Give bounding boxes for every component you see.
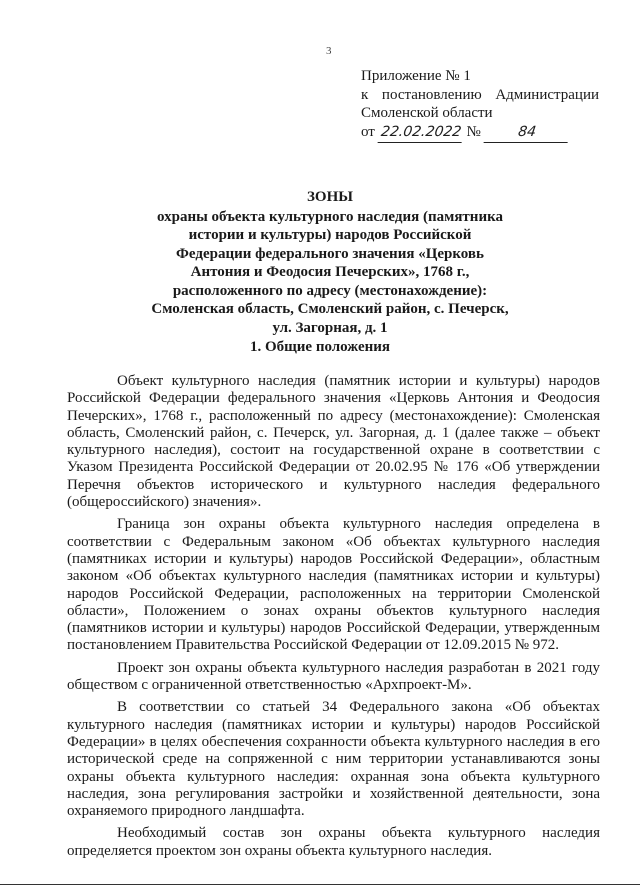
paragraph: Проект зон охраны объекта культурного наследия разработан в 2021 году обществом с ограниченной ответственностью «Архпроект-М». [67,659,600,694]
appendix-resolution-line: к постановлению Администрации [361,86,599,103]
title-line: расположенного по адресу (местонахождение): [172,282,488,299]
title-line: истории и культуры) народов Российской [188,227,472,243]
appendix-header [361,67,599,142]
handwritten-date: 22.02.2022 [377,123,464,143]
appendix-date-number-line [361,123,599,143]
number-prefix: № [466,123,481,140]
title-line: Антония и Феодосия Печерских», 1768 г., [190,264,470,280]
title-line: охраны объекта культурного наследия (памятника [156,208,504,225]
date-prefix: от [361,123,375,140]
paragraph: Объект культурного наследия (памятник истории и культуры) народов Российской Федерации федерального значения «Церковь Антония и Феодосия Печерских», 1768 г., расположенный по адресу (местонахождение): Смоленская область, Смоленский район, с. Печерск, ул. Загорная, д. 1 (далее также – объект культурного наследия), состоит на государственной охране в соответствии с Указом Президента Российской Федерации от 20.02.95 № 176 «Об утверждении Перечня объектов исторического и культурного наследия федерального (общероссийского) значения». [67,373,600,511]
body-text [67,373,600,865]
paragraph: Граница зон охраны объекта культурного наследия определена в соответствии с Федеральным законом «Об объектах культурного наследия (памятниках истории и культуры) народов Российской Федерации», областным законом «Об объектах культурного наследия (памятниках истории и культуры) народов Российской Федерации, расположенных на территории Смоленской области», Положением о зонах охраны объектов культурного наследия (памятников истории и культуры) народов Российской Федерации, утвержденным постановлением Правительства Российской Федерации от 12.09.2015 № 972. [67,516,600,654]
section-heading: 1. Общие положения [249,339,391,355]
title-line: Смоленская область, Смоленский район, с. Печерск, [151,301,509,317]
page-number: 3 [326,45,332,57]
title-line: ул. Загорная, д. 1 [272,319,388,336]
title-main: ЗОНЫ [307,189,353,205]
appendix-region-line: Смоленской области [361,105,493,121]
document-title [140,188,520,337]
title-line: Федерации федерального значения «Церковь [176,245,484,262]
appendix-title: Приложение № 1 [361,68,471,84]
paragraph: В соответствии со статьей 34 Федерального закона «Об объектах культурного наследия (памятниках истории и культуры) народов Российской Федерации» в целях обеспечения сохранности объекта культурного наследия в его исторической среде на сопряженной с ним территории устанавливаются зоны охраны объекта культурного наследия: охранная зона объекта культурного наследия, зона регулирования застройки и хозяйственной деятельности, зона охраняемого природного ландшафта. [67,699,600,820]
page-bottom-rule [0,884,640,885]
handwritten-number: 84 [483,123,570,143]
paragraph: Необходимый состав зон охраны объекта культурного наследия определяется проектом зон охраны объекта культурного наследия. [67,825,600,859]
